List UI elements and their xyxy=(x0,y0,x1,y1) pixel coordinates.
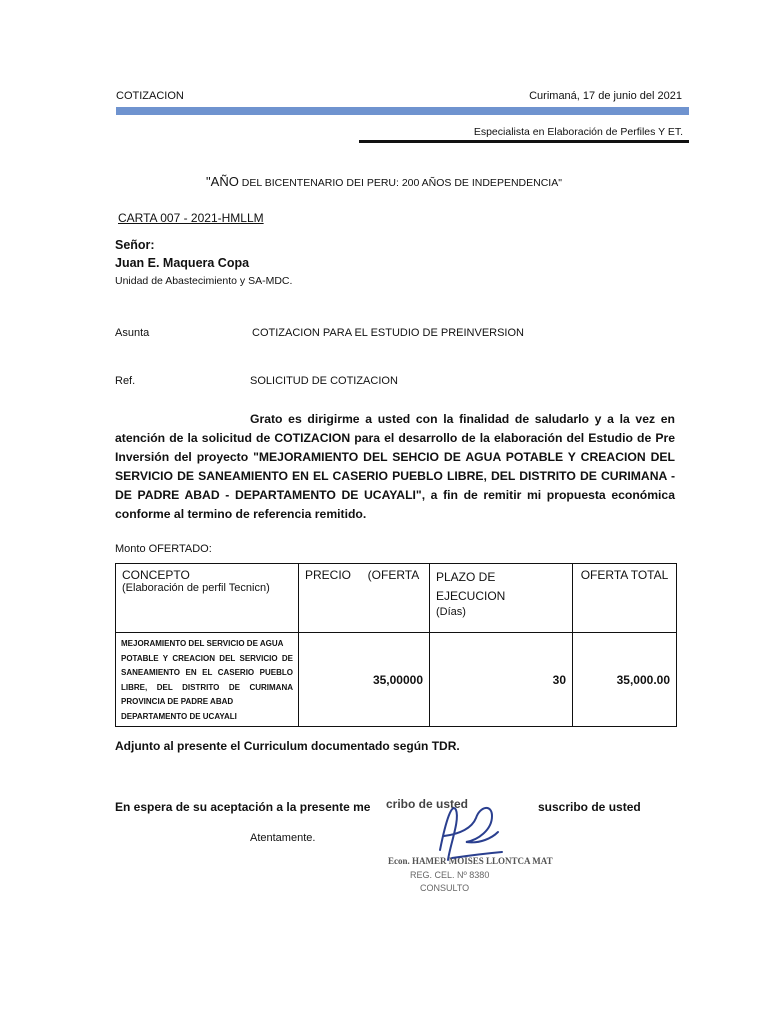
recipient-unit: Unidad de Abastecimiento y SA-MDC. xyxy=(115,275,293,287)
attachment-note: Adjunto al presente el Curriculum documentado según TDR. xyxy=(115,739,460,753)
stamp-line-1: cribo de usted xyxy=(386,797,469,811)
salutation: Señor: xyxy=(115,238,155,252)
concept-line-2: POTABLE Y CREACION DEL SERVICIO DE SANEAMIENTO EN EL CASERIO PUEBLO LIBRE, DEL DISTRITO DE CURIMANA PROVINCIA DE PADRE ABAD xyxy=(121,653,293,706)
doc-type-label: COTIZACION xyxy=(116,90,184,102)
offer-table xyxy=(115,563,677,727)
stamp-line-3: REG. CEL. Nº 8380 xyxy=(410,870,490,880)
row-concepto xyxy=(116,633,299,727)
year-title-prefix: "AÑO xyxy=(206,174,239,189)
closing-suscribo: suscribo de usted xyxy=(538,800,641,814)
header-concepto-sub: (Elaboración de perfil Tecnicn) xyxy=(122,582,270,594)
table-header-row xyxy=(116,564,677,633)
stamp-line-4: CONSULTO xyxy=(420,883,470,893)
asunta-value: COTIZACION PARA EL ESTUDIO DE PREINVERSION xyxy=(252,327,524,339)
header-blue-rule xyxy=(116,107,689,115)
ref-value: SOLICITUD DE COTIZACION xyxy=(250,375,398,387)
row-total: 35,000.00 xyxy=(573,633,677,727)
date-label: Curimaná, 17 de junio del 2021 xyxy=(529,90,682,102)
table-row xyxy=(116,633,677,727)
recipient-name: Juan E. Maquera Copa xyxy=(115,256,250,270)
concept-line-3: DEPARTAMENTO DE UCAYALI xyxy=(121,711,237,721)
asunta-label: Asunta xyxy=(115,327,150,339)
ref-label: Ref. xyxy=(115,375,136,387)
header-concepto-label: CONCEPTO xyxy=(122,568,190,582)
row-precio: 35,00000 xyxy=(299,633,430,727)
header-black-rule xyxy=(359,140,689,143)
closing-espera: En espera de su aceptación a la presente me xyxy=(115,800,371,814)
closing-atentamente: Atentamente. xyxy=(250,832,316,844)
signature-ink xyxy=(440,808,502,860)
row-plazo: 30 xyxy=(430,633,573,727)
header-plazo-sub: (Días) xyxy=(436,606,466,618)
specialist-label: Especialista en Elaboración de Perfiles Y ET. xyxy=(473,126,683,138)
header-plazo-label: PLAZO DE EJECUCION xyxy=(436,570,506,603)
concept-line-1: MEJORAMIENTO DEL SERVICIO DE AGUA xyxy=(121,639,284,648)
monto-label: Monto OFERTADO: xyxy=(115,543,212,555)
stamp-line-2: Econ. HAMER MOISES LLONTCA MAT xyxy=(388,856,553,866)
header-plazo xyxy=(430,564,573,633)
carta-number: CARTA 007 - 2021-HMLLM xyxy=(118,211,264,225)
body-paragraph: Grato es dirigirme a usted con la finalidad de saludarlo y a la vez en atención de la solicitud de COTIZACION para el desarrollo de la elaboración del Estudio de Pre Inversión del proyecto "MEJORAMIENTO DEL SEHCIO DE AGUA POTABLE Y CREACION DEL SERVICIO DE SANEAMIENTO EN EL CASERIO PUEBLO LIBRE, DEL DISTRITO DE CURIMANA - DE PADRE ABAD - DEPARTAMENTO DE UCAYALI", a fin de remitir mi propuesta económica conforme al termino de referencia remitido. xyxy=(115,412,675,521)
year-title-rest: DEL BICENTENARIO DEI PERU: 200 AÑOS DE INDEPENDENCIA" xyxy=(238,177,562,189)
header-total: OFERTA TOTAL xyxy=(573,564,677,633)
signature-stamp-image xyxy=(380,790,553,895)
year-title xyxy=(0,174,768,189)
header-precio: PRECIO (OFERTA xyxy=(299,564,430,633)
header-concepto xyxy=(116,564,299,633)
